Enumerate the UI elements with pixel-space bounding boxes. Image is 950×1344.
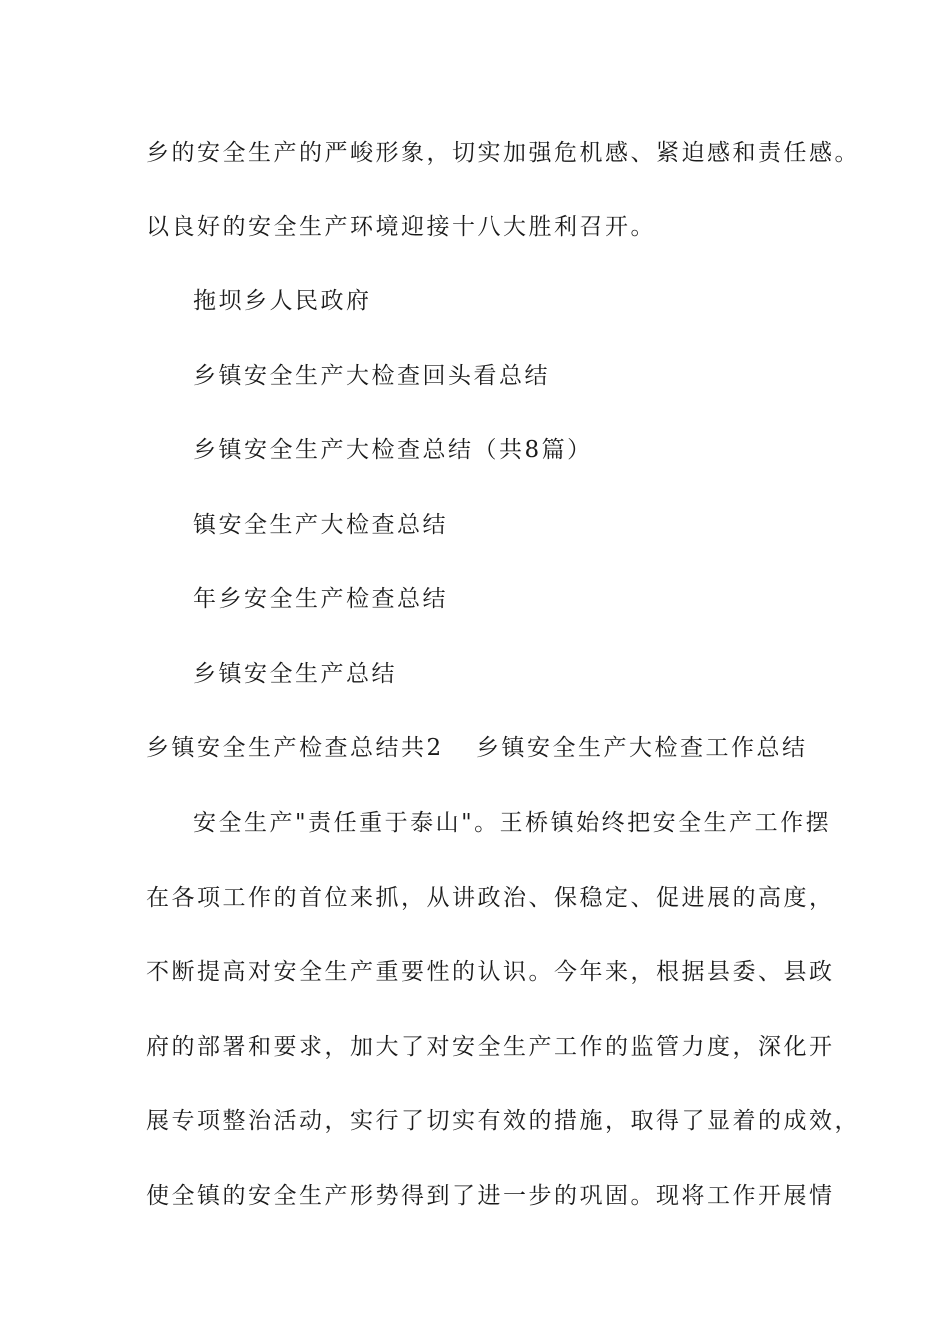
- text-line: 以良好的安全生产环境迎接十八大胜利召开。: [146, 214, 656, 240]
- body-line: 在各项工作的首位来抓，从讲政治、保稳定、促进展的高度，: [146, 885, 835, 911]
- related-title: 年乡安全生产检查总结: [193, 586, 448, 612]
- heading-row: [146, 733, 846, 763]
- body-line: 不断提高对安全生产重要性的认识。今年来，根据县委、县政: [146, 959, 835, 985]
- body-line: 使全镇的安全生产形势得到了进一步的巩固。现将工作开展情: [146, 1183, 835, 1209]
- related-title: 镇安全生产大检查总结: [193, 512, 448, 538]
- heading-left: 乡镇安全生产检查总结共2: [146, 735, 444, 761]
- related-title: 乡镇安全生产总结: [193, 661, 397, 687]
- issuer-name: 拖坝乡人民政府: [193, 288, 372, 314]
- heading-right: 乡镇安全生产大检查工作总结: [476, 735, 808, 761]
- body-line: 展专项整治活动，实行了切实有效的措施，取得了显着的成效，: [146, 1108, 860, 1134]
- text-line: 乡的安全生产的严峻形象，切实加强危机感、紧迫感和责任感。: [146, 140, 860, 166]
- related-title: 乡镇安全生产大检查回头看总结: [193, 363, 550, 389]
- related-title: 乡镇安全生产大检查总结（共8篇）: [193, 437, 593, 463]
- body-line: 府的部署和要求，加大了对安全生产工作的监管力度，深化开: [146, 1034, 835, 1060]
- body-line: 安全生产"责任重于泰山"。王桥镇始终把安全生产工作摆: [193, 810, 832, 836]
